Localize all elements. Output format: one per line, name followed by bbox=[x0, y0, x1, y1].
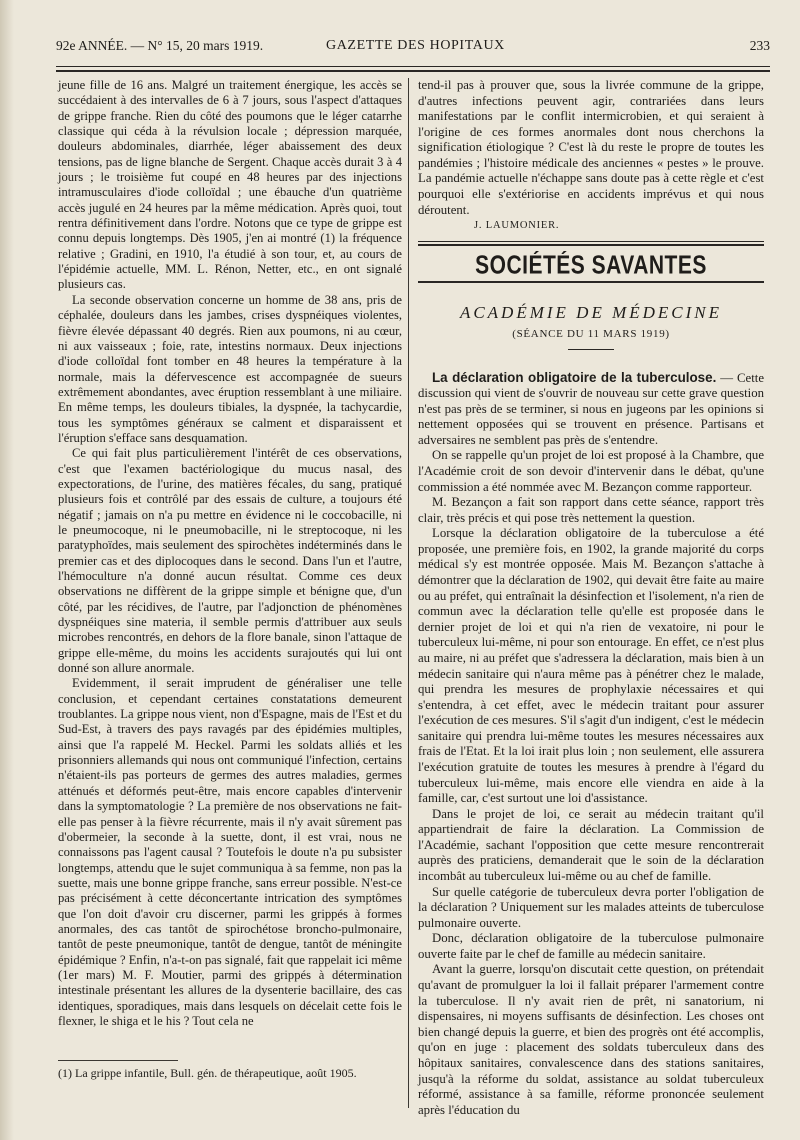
footnote-rule bbox=[58, 1060, 178, 1061]
issue-info: 92e ANNÉE. — N° 15, 20 mars 1919. bbox=[56, 38, 264, 53]
left-column bbox=[58, 78, 402, 1029]
article-paragraph: Ce qui fait plus particulièrement l'intérêt de ces observations, c'est que l'examen bactériologique du mucus nasal, des expectorations, de l'urine, des matières fécales, du sang, pratiqué plusieurs fois et contrôlé par des essais de culture, a toujours été négatif ; jamais on n'a pu mettre en évidence ni le coccobacille, ni le pneumocoque, ni le pneumobacille, ni le streptocoque, ni les paratyphoïdes, mais seulement des spirochètes indéterminés dans le premier cas et des diplocoques dans le second. Dans l'un et l'autre, l'hémoculture n'a donné aucun résultat. Comme ces deux observations ne diffèrent de la grippe simple et bénigne que, d'un côté, par les récidives, de l'autre, par l'adjonction de phénomènes dyspnéiques sine materia, il semble permis d'attribuer aux seuls microbes rencontrés, en dehors de la flore banale, sinon l'attaque de grippe elle-même, du moins les accidents surajoutés qui lui ont donné son allure anormale. bbox=[58, 446, 402, 676]
section-rule-thin bbox=[418, 241, 764, 242]
page-number: 233 bbox=[749, 38, 770, 53]
article-paragraph: Lorsque la déclaration obligatoire de la tuberculose a été proposée, une première fois, en 1902, la grande majorité du corps médical s'y est montrée opposée. Mais M. Bezançon s'attache à démontrer que la déclaration de 1902, qui devait être faite au maire ou au préfet, qui entraînait la désinfection et l'isolement, n'a rien de commun avec la déclaration telle qu'elle est proposée dans le dernier projet de loi et qui n'a rien de vexatoire, ni pour le tuberculeux lui-même, ni pour son entourage. En effet, ce n'est plus au maire, ni au préfet que s'adressera la déclaration, mais bien à un médecin sanitaire qui n'aura même pas à pénétrer chez le malade, qui prendra les mesures de prophylaxie nécessaires et qui s'entendra, à cet effet, avec le médecin traitant pour assurer l'exécution de ces mesures. S'il s'agit d'un indigent, c'est le médecin sanitaire qui prendra lui-même toutes les mesures nécessaires aux frais de l'Etat. Et la loi irait plus loin ; non seulement, elle assurera l'exécution gratuite de toutes les mesures à prendre à l'égard du tuberculeux lui-même, mais encore elle viendra en aide à la famille, car, c'est surtout une loi d'assistance. bbox=[418, 526, 764, 806]
article-paragraph: On se rappelle qu'un projet de loi est proposé à la Chambre, que l'Académie croit de son devoir d'intervenir dans le débat, qu'une commission a été nommée avec M. Bezançon comme rapporteur. bbox=[418, 448, 764, 494]
article-paragraph: Avant la guerre, lorsqu'on discutait cette question, on prétendait qu'avant de promulguer la loi il fallait préparer l'armement contre la tuberculose. Il n'y avait rien de prêt, ni sanatorium, ni dispensaires, ni moyens suffisants de désinfection. Les choses ont bien changé depuis la guerre, et bien des progrès ont été accomplis, qu'on en juge : placement des soldats tuberculeux dans des hôpitaux sanitaires, convalescence dans des stations sanitaires, jusqu'à la réforme du soldat, assistance au soldat tuberculeux réformé, assistance à sa famille, réforme prononcée seulement après l'éducation du bbox=[418, 962, 764, 1117]
lead-paragraph bbox=[418, 370, 764, 449]
author-signature: J. LAUMONIER. bbox=[474, 220, 560, 232]
article-paragraph: tend-il pas à prouver que, sous la livrée commune de la grippe, d'autres infections peuvent agir, contrariées dans leurs manifestations par le conflit intermicrobien, et qui seraient à l'origine de ces formes anormales dont nous cherchons la signification étiologique ? C'est là du reste le propre de toutes les pandémies ; l'histoire médicale des anciennes « pestes » le prouve. La pandémie actuelle n'échappe sans doute pas à cette règle et c'est pourquoi elle s'extériorise en accidents imprévus et qui nous déroutent. bbox=[418, 78, 764, 217]
section-title: SOCIÉTÉS SAVANTES bbox=[475, 250, 707, 280]
header-rule-thick bbox=[56, 70, 770, 72]
article-paragraph: Dans le projet de loi, ce serait au médecin traitant qu'il appartiendrait de faire la déclaration. La Commission de l'Académie, sachant l'opposition que cette mesure rencontrerait auprès des praticiens, demanderait que le soin de la déclaration incombât au tuberculeux lui-même ou au chef de famille. bbox=[418, 806, 764, 884]
article-paragraph: Donc, déclaration obligatoire de la tuberculose pulmonaire ouverte faite par le chef de famille au médecin sanitaire. bbox=[418, 931, 764, 961]
right-column bbox=[418, 78, 764, 1118]
lead-heading: La déclaration obligatoire de la tuberculose. bbox=[432, 369, 717, 385]
page-header bbox=[56, 38, 770, 58]
article-paragraph: La seconde observation concerne un homme de 38 ans, pris de céphalée, douleurs dans les jambes, crises dyspnéiques violentes, fièvre élevée dépassant 40 degrés. Rien aux poumons, ni au cœur, ni aux vaisseaux ; foie, rate, intestins normaux. Deux injections d'iode colloïdal font tomber en 48 heures la température à la normale, mais la défervescence est accompagnée de sueurs extrêmement abondantes, avec éruption ressemblant à une miliaire. En même temps, les douleurs tibiales, la dyspnée, la tachycardie, tous les symptômes généraux se calment et disparaissent et l'éruption s'efface sans desquamation. bbox=[58, 292, 402, 445]
column-separator bbox=[408, 78, 409, 1108]
article-paragraph: Sur quelle catégorie de tuberculeux devra porter l'obligation de la déclaration ? Uniquement sur les malades atteints de tuberculose pulmonaire ouverte. bbox=[418, 884, 764, 930]
lead-text: — Cette discussion qui vient de s'ouvrir de nouveau sur cette grave question n'est pas près de se terminer, si nous en jugeons par les opinions si nettement opposées qui se trouvent en présence. Partisans et adversaires ne semblent pas près de s'entendre. bbox=[418, 370, 765, 447]
section-title-rule bbox=[418, 281, 764, 283]
session-date: (SÉANCE DU 11 MARS 1919) bbox=[512, 327, 670, 340]
article-paragraph: Evidemment, il serait imprudent de généraliser une telle conclusion, et cependant certaines constatations demeurent troublantes. La grippe nous vient, non d'Espagne, mais de l'Est et du Sud-Est, à travers des pays ravagés par des épidémies multiples, ainsi que l'a rappelé M. Heckel. Parmi les soldats alliés et les prisonniers allemands qui nous ont communiqué l'infection, certains n'étaient-ils pas porteurs de germes des autres maladies, germes atténués et déformés peut-être, mais encore capables d'intervenir dans la symptomatologie ? La première de nos observations ne fait-elle pas penser à la fièvre récurrente, mais il n'y avait sûrement pas d'obermeier, la seconde à la suette, dont, il est vrai, nous ne connaissons pas l'agent causal ? Toutefois le doute n'a pu subsister longtemps, attendu que le sujet communiqua à sa femme, non pas la suette, mais une bonne grippe franche, sans erreur possible. N'est-ce pas précisément à cette déconcertante intrication des symptômes que l'on doit d'avoir cru discerner, parmi les grippés à formes anormales, des cas tantôt de spirochétose broncho-pulmonaire, tantôt de peste pneumonique, tantôt de dengue, tantôt de méningite épidémique ? Enfin, n'a-t-on pas signalé, fait que rappelait ici même (1er mars) M. F. Moutier, parmi des grippés à détermination intestinale présentant les allures de la dysenterie bacillaire, des cas identiques, sporadiques, mais dans lesquels on décelait cette fois le flexner, le shiga et le his ? Tout cela ne bbox=[58, 676, 402, 1028]
footnote: (1) La grippe infantile, Bull. gén. de thérapeutique, août 1905. bbox=[58, 1066, 357, 1080]
journal-title: GAZETTE DES HOPITAUX bbox=[326, 38, 505, 53]
short-divider bbox=[568, 349, 614, 350]
academy-title: ACADÉMIE DE MÉDECINE bbox=[459, 303, 723, 323]
article-paragraph: M. Bezançon a fait son rapport dans cette séance, rapport très clair, très précis et qui pose très nettement la question. bbox=[418, 495, 764, 525]
article-paragraph: jeune fille de 16 ans. Malgré un traitement énergique, les accès se succédaient à des intervalles de 6 à 7 jours, sous l'aspect d'attaques de grippe franche. Rien du côté des poumons que le léger catarrhe classique qui céda à la révulsion locale ; dépression marquée, douleurs abdominales, diarrhée, léger abaissement des deux tensions, pas de ligne blanche de Sergent. Chaque accès durait 3 à 4 jours ; le troisième fut coupé en 48 heures par des injections intramusculaires d'iode colloïdal ; une ébauche d'un quatrième accès jugulé en 24 heures par la même médication. Après quoi, tout rentra définitivement dans l'ordre. Notons que ce type de grippe est connu depuis longtemps. Dès 1905, j'en ai montré (1) la fréquence relative ; Gradini, en 1910, l'a étudié à son tour, et, au cours de l'épidémie actuelle, MM. L. Rénon, Netter, etc., en ont signalé plusieurs cas. bbox=[58, 78, 402, 292]
section-rule-thick bbox=[418, 244, 764, 246]
header-rule-thin bbox=[56, 66, 770, 67]
page-binding-shadow bbox=[0, 0, 14, 1140]
